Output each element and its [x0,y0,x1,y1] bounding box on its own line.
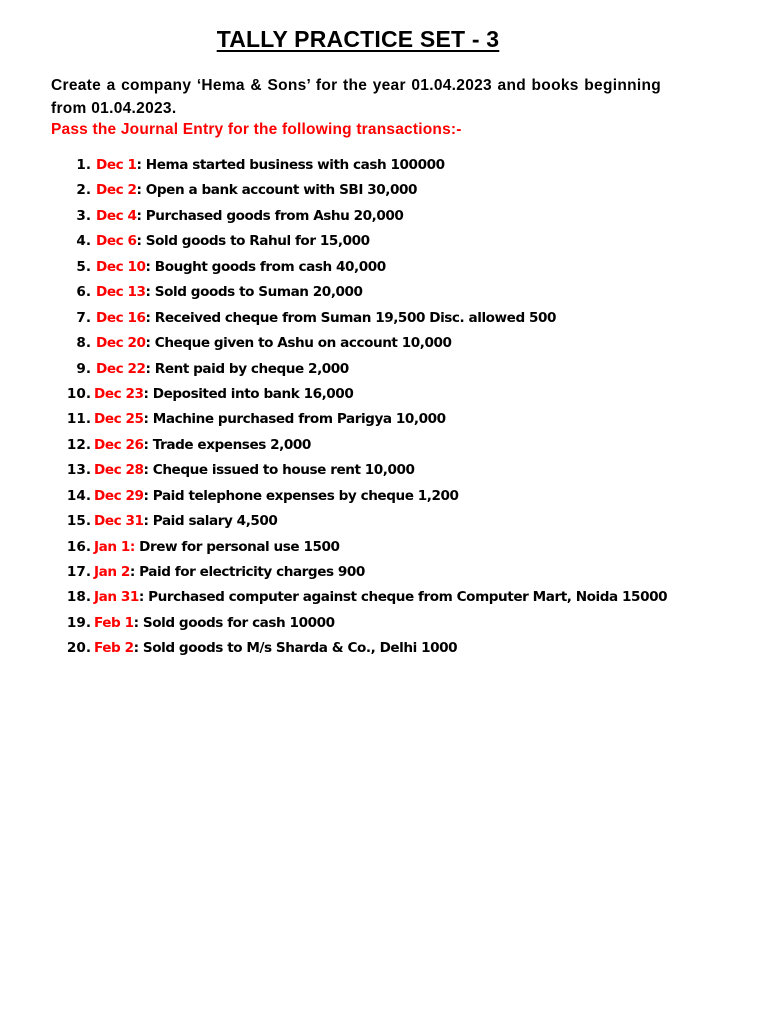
transaction-text [94,636,457,661]
transaction-date: Jan 31 [94,589,139,606]
transaction-date-separator: : [145,360,151,377]
transaction-date-separator: : [138,589,144,606]
transaction-item [0,458,768,483]
transaction-date: Dec 26 [94,436,144,453]
transaction-description: Sold goods to Rahul for 15,000 [141,233,370,250]
transaction-date-separator: : [133,640,139,657]
transaction-date: Dec 10 [96,258,146,275]
transaction-item [0,153,768,178]
transaction-date: Dec 13 [96,284,146,301]
transaction-description: Open a bank account with SBI 30,000 [141,182,417,199]
transaction-date: Dec 23 [94,385,144,402]
transaction-text [96,178,417,203]
transaction-date-separator: : [143,411,149,428]
transaction-number: 15. [66,513,91,530]
transaction-item [0,484,768,509]
transaction-date: Dec 29 [94,487,144,504]
transaction-number: 8. [76,335,91,352]
transaction-text [94,560,365,585]
transaction-number: 9. [76,360,91,377]
transaction-description: Purchased goods from Ashu 20,000 [141,207,404,224]
transaction-description: Paid telephone expenses by cheque 1,200 [148,487,459,504]
transaction-date: Dec 4 [96,207,137,224]
transaction-text [94,509,277,534]
transaction-text [94,382,353,407]
transaction-date: Feb 2 [94,640,134,657]
transaction-date: Dec 6 [96,233,137,250]
transaction-description: Rent paid by cheque 2,000 [150,360,349,377]
transaction-description: Hema started business with cash 100000 [141,157,445,173]
transaction-number: 18. [66,589,91,606]
transaction-item [0,407,768,432]
transaction-item [0,280,768,305]
transaction-date: Dec 16 [96,309,146,326]
transaction-date: Dec 22 [96,360,146,377]
transaction-description: Purchased computer against cheque from Computer Mart, Noida 15000 [143,589,668,606]
transaction-list [0,153,768,662]
transaction-number: 17. [66,564,91,580]
transaction-item [0,204,768,229]
transaction-number: 19. [66,614,91,631]
transaction-description: Sold goods to Suman 20,000 [150,284,363,301]
transaction-date: Dec 1 [96,157,137,173]
transaction-date: Dec 20 [96,335,146,352]
transaction-date: Jan 1: [94,538,135,555]
transaction-text [96,357,349,382]
transaction-description: Bought goods from cash 40,000 [150,258,386,275]
transaction-number: 4. [76,233,91,250]
transaction-item [0,331,768,356]
transaction-date: Dec 2 [96,182,137,199]
transaction-item [0,509,768,534]
transaction-date-separator: : [145,284,151,301]
transaction-description: Paid for electricity charges 900 [134,564,365,580]
transaction-item [0,178,768,203]
transaction-number: 13. [66,462,91,479]
transaction-item [0,382,768,407]
transaction-date-separator: : [143,436,149,453]
transaction-description: Machine purchased from Parigya 10,000 [148,411,446,428]
transaction-item [0,560,768,585]
transaction-description: Received cheque from Suman 19,500 Disc. allowed 500 [150,309,557,326]
transaction-date-separator: : [143,487,149,504]
transaction-text [96,153,445,178]
transaction-number: 16. [66,538,91,555]
transaction-description: Deposited into bank 16,000 [148,385,354,402]
transaction-text [96,255,386,280]
transaction-number: 20. [66,640,91,657]
transaction-number: 7. [76,309,91,326]
transaction-date-separator: : [136,233,142,250]
transaction-item [0,535,768,560]
transaction-description: Sold goods to M/s Sharda & Co., Delhi 1000 [138,640,458,657]
transaction-date: Jan 2 [94,564,130,580]
transaction-number: 3. [76,207,91,224]
transaction-number: 1. [76,157,91,173]
transaction-description: Sold goods for cash 10000 [138,614,335,631]
transaction-text [96,204,403,229]
transaction-item [0,229,768,254]
transaction-date-separator: : [133,614,139,631]
transaction-number: 2. [76,182,91,199]
transaction-description: Paid salary 4,500 [148,513,278,530]
transaction-text [96,306,556,331]
transaction-text [96,229,370,254]
transaction-date: Dec 28 [94,462,144,479]
transaction-number: 10. [66,385,91,402]
transaction-text [96,331,452,356]
transaction-number: 14. [66,487,91,504]
transaction-date-separator: : [145,309,151,326]
transaction-text [94,611,335,636]
transaction-text [94,484,459,509]
transaction-description: Trade expenses 2,000 [148,436,311,453]
transaction-text [94,458,415,483]
transaction-date: Dec 31 [94,513,144,530]
transaction-date-separator: : [145,258,151,275]
page-title: TALLY PRACTICE SET - 3 [216,26,500,52]
transaction-item [0,585,768,610]
transaction-date: Dec 25 [94,411,144,428]
transaction-item [0,636,768,661]
transaction-number: 12. [66,436,91,453]
intro-paragraph: Create a company ‘Hema & Sons’ for the year 01.04.2023 and books beginning from 01.04.2023. [51,77,661,117]
transaction-description: Cheque issued to house rent 10,000 [148,462,415,479]
instruction-heading: Pass the Journal Entry for the following transactions:- [51,121,462,138]
transaction-number: 11. [66,411,91,428]
transaction-number: 5. [76,258,91,275]
transaction-number: 6. [76,284,91,301]
transaction-date-separator: : [136,182,142,199]
transaction-date-separator: : [136,157,142,173]
transaction-date-separator: : [136,207,142,224]
transaction-item [0,306,768,331]
transaction-date-separator: : [129,564,135,580]
transaction-item [0,433,768,458]
transaction-date-separator: : [143,462,149,479]
transaction-date-separator: : [145,335,151,352]
transaction-description: Cheque given to Ashu on account 10,000 [150,335,452,352]
transaction-date-separator: : [143,513,149,530]
transaction-text [94,535,340,560]
transaction-text [96,280,363,305]
transaction-description: Drew for personal use 1500 [134,538,340,555]
transaction-item [0,611,768,636]
transaction-text [94,407,446,432]
transaction-item [0,255,768,280]
transaction-date: Feb 1 [94,614,134,631]
transaction-text [94,585,667,610]
transaction-item [0,357,768,382]
transaction-text [94,433,311,458]
transaction-date-separator: : [143,385,149,402]
